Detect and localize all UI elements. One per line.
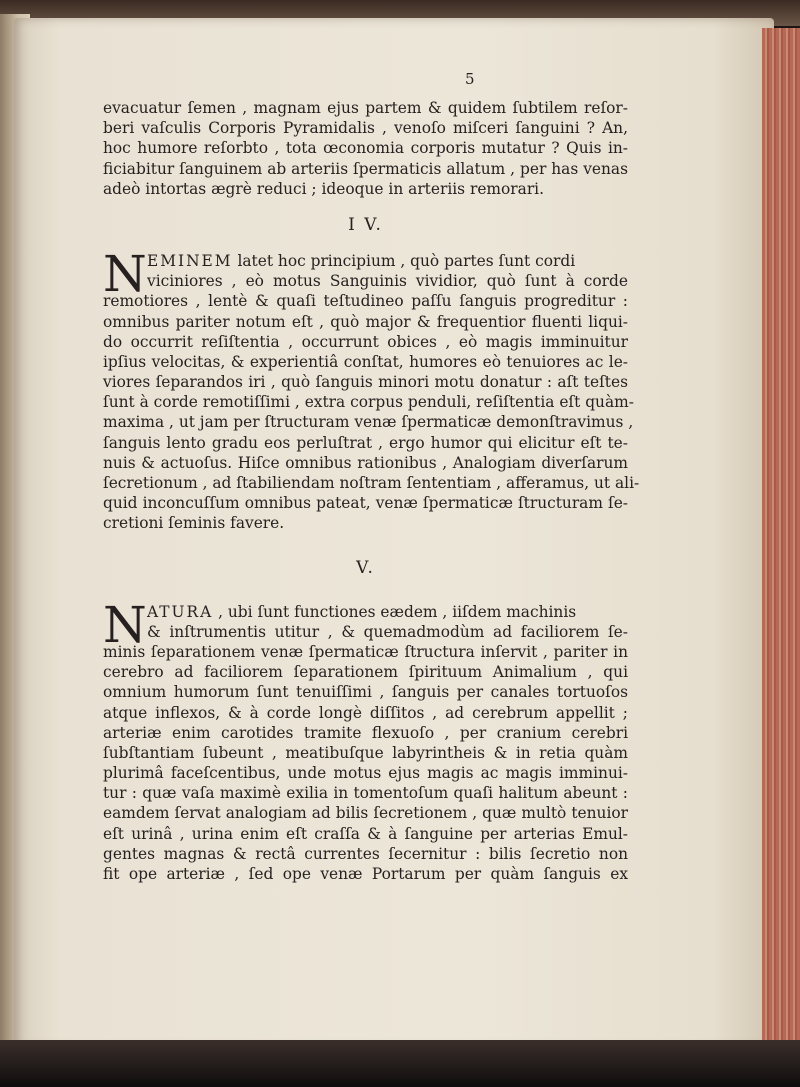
drop-cap: N: [103, 595, 147, 654]
section-heading-v: V.: [356, 557, 375, 578]
text-line: hoc humore reſorbto , tota œconomia corporis mutatur ? Quis in-: [103, 139, 628, 158]
section-heading-iv: I V.: [348, 214, 383, 235]
text-line: EMINEM latet hoc principium , quò partes ſunt cordi: [147, 251, 576, 270]
text-line: remotiores , lentè & quaſi teſtudineo paſſu ſanguis progreditur :: [103, 292, 628, 311]
text-line: ATURA , ubi ſunt functiones eædem , iiſdem machinis: [147, 602, 577, 621]
text-line: & inſtrumentis utitur , & quemadmodùm ad faciliorem ſe-: [147, 622, 628, 641]
drop-cap: N: [103, 244, 147, 303]
text-line: gentes magnas & rectâ currentes ſecernitur : bilis ſecretio non: [103, 844, 628, 863]
book-fore-edge: [762, 28, 800, 1058]
text-line: adeò intortas ægrè reduci ; ideoque in arteriis remorari.: [103, 179, 544, 198]
text-line: tur : quæ vaſa maximè exilia in tomentoſum quaſi halitum abeunt :: [103, 784, 628, 803]
text-line: ſecretionum , ad ſtabiliendam noſtram ſententiam , afferamus, ut ali-: [103, 474, 640, 492]
text-line: do occurrit reſiſtentia , occurrunt obices , eò magis imminuitur: [103, 332, 628, 351]
section-iv-paragraph: [103, 244, 640, 534]
text-line: ſubſtantiam ſubeunt , meatibuſque labyrintheis & in retia quàm: [103, 743, 628, 762]
text-line: eamdem ſervat analogiam ad bilis ſecretionem , quæ multò tenuior: [103, 804, 628, 823]
text-line: plurimâ faceſcentibus, unde motus ejus magis ac magis imminui-: [103, 764, 628, 783]
text-line: evacuatur ſemen , magnam ejus partem & quidem ſubtilem reſor-: [103, 99, 628, 117]
text-line: viciniores , eò motus Sanguinis vividior, quò ſunt à corde: [147, 272, 628, 291]
text-line: cerebro ad faciliorem ſeparationem ſpirituum Animalium , qui: [103, 663, 628, 682]
text-line: fit ope arteriæ , ſed ope venæ Portarum per quàm ſanguis ex: [103, 865, 628, 883]
text-line: maxima , ut jam per ſtructuram venæ ſpermaticæ demonſtravimus ,: [103, 413, 634, 432]
text-line: omnibus pariter notum eſt , quò major & frequentior fluenti liqui-: [103, 312, 628, 331]
text-line: viores ſeparandos iri , quò ſanguis minori motu donatur : aſt teſtes: [103, 373, 628, 392]
text-line: nuis & actuoſus. Hiſce omnibus rationibus , Analogiam diverſarum: [103, 453, 628, 472]
text-line: eſt urinâ , urina enim eſt craſſa & à ſanguine per arterias Emul-: [103, 824, 628, 843]
intro-paragraph: [103, 98, 628, 199]
text-line: arteriæ enim carotides tramite flexuoſo , per cranium cerebri: [103, 723, 628, 742]
text-line: omnium humorum ſunt tenuiſſimi , ſanguis per canales tortuoſos: [103, 683, 628, 702]
page-number: 5: [465, 70, 475, 88]
text-line: ficiabitur ſanguinem ab arteriis ſpermaticis allatum , per has venas: [103, 159, 628, 178]
page-text: [103, 70, 640, 884]
text-line: beri vaſculis Corporis Pyramidalis , venoſo miſceri ſanguini ? An,: [103, 119, 628, 138]
text-line: ſunt à corde remotiſſimi , extra corpus penduli, reſiſtentia eſt quàm-: [103, 393, 634, 412]
opening-word: EMINEM: [147, 251, 233, 270]
opening-word: ATURA: [147, 602, 214, 621]
text-line: ſanguis lento gradu eos perluſtrat , ergo humor qui elicitur eſt te-: [103, 433, 628, 452]
text-line: minis ſeparationem venæ ſpermaticæ ſtructura inſervit , pariter in: [103, 642, 628, 661]
text-line: atque inflexos, & à corde longè diſſitos , ad cerebrum appellit ;: [103, 703, 628, 722]
text-line: quid inconcuſſum omnibus pateat, venæ ſpermaticæ ſtructuram ſe-: [103, 494, 628, 513]
text-line: ipſius velocitas, & experientiâ conſtat, humores eò tenuiores ac le-: [103, 352, 628, 371]
book-bottom-shadow: [0, 1040, 800, 1087]
text-line: cretioni ſeminis favere.: [103, 514, 285, 533]
section-v-paragraph: [103, 595, 628, 885]
